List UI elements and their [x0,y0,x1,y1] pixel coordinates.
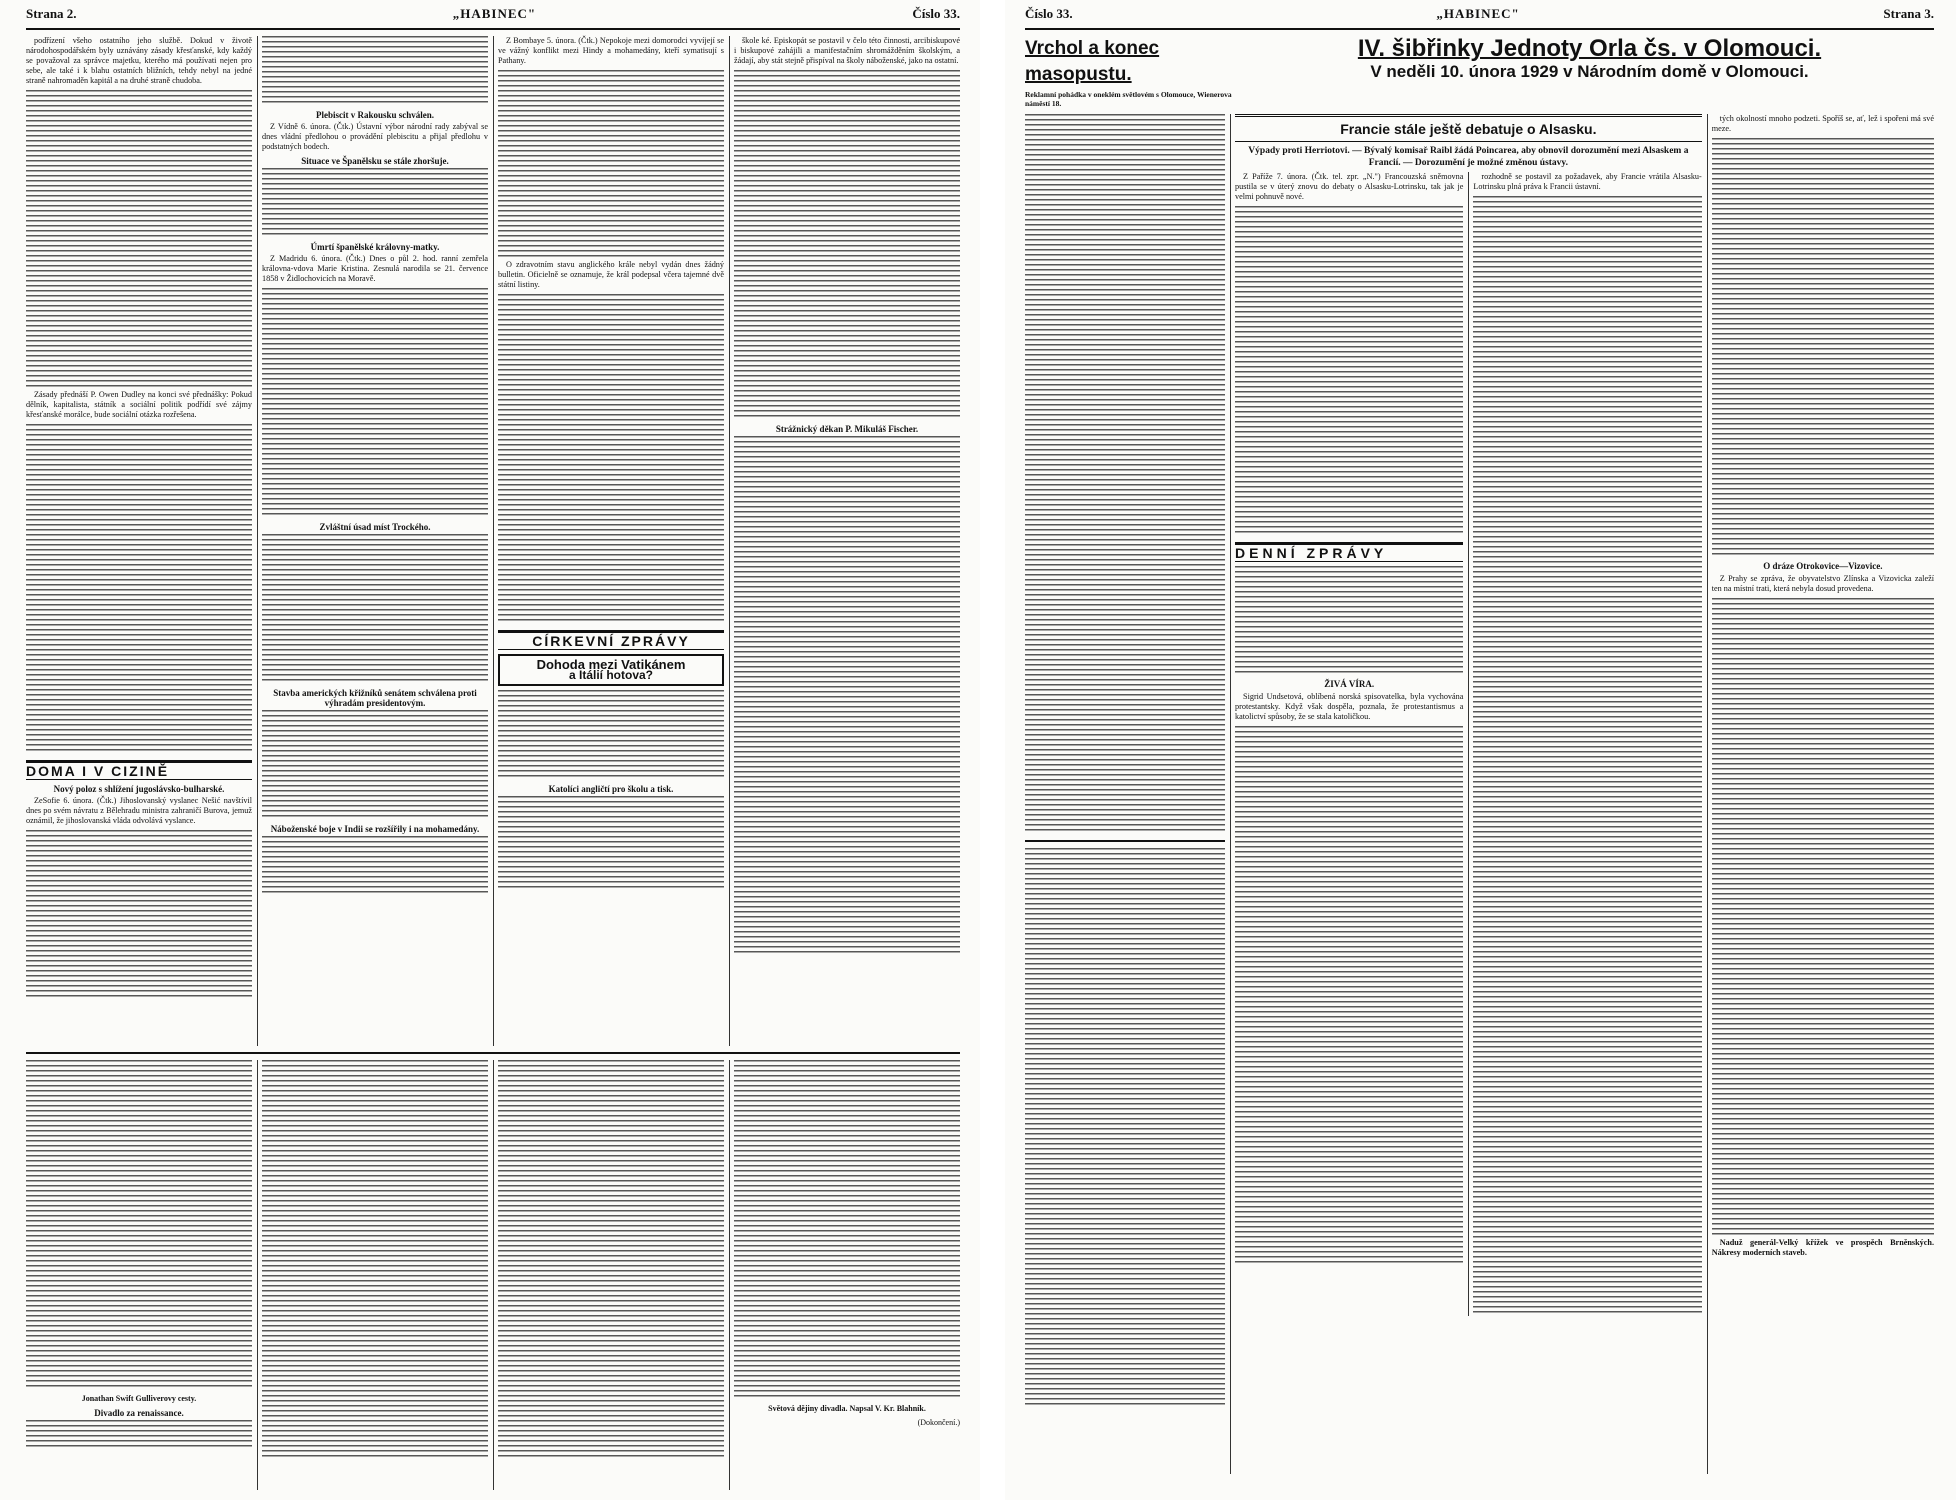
right-bottom-note: Naduž generál-Velký křížek ve prospěch Brněnských. Nákresy moderních staveb. [1711,1238,1934,1257]
right-col4-lead: tých okolností mnoho podzeti. Spoříš se, ať, lež i spořeni má své meze. [1711,114,1934,133]
alsasko-col2-lead: rozhodně se postavil za požadavek, aby Francie vrátila Alsasku-Lotrinsku plná práva k Francii ústavní. [1473,172,1702,191]
left-bottom-col-3 [498,1060,724,1490]
left-bottom-columns [26,1060,960,1490]
dokonceni-note: (Dokončení.) [917,1418,960,1427]
skole-text [734,70,960,420]
vatikan-headline-box [498,654,724,686]
trocky-headline: Zvláštní úsad míst Trockého. [319,522,431,532]
left-col1-mid: Zásady přednáší P. Owen Dudley na konci své přednášky: Pokud dělník, kapitalista, státník a sociální politik podřídí své zájmy křesťanské morálce, bude sociální otázka rozřešena. [26,390,252,419]
domov-lead: ZeSofie 6. února. (Čtk.) Jihoslovanský vyslanec Nešić navštívil dnes po svém návratu z Bělehradu ministra zahraničí Burova, jemuž oznámil, že jihoslovanská vláda odvolává vyslance. [26,796,252,825]
cirkevni-section-title: CÍRKEVNÍ ZPRÁVY [498,630,724,650]
plebiscit-text: Z Vídně 6. února. (Čtk.) Ústavní výbor národní rady zabýval se dnes vládní předlohou o provádění plebiscitu a přijal předlohu v podstatných bodech. [262,122,488,151]
denni-zpravy-text [1235,566,1463,676]
alsasko-headline: Francie stále ještě debatuje o Alsasku. [1235,114,1702,142]
vatikan-headline-line1: Dohoda mezi Vatikánem [536,657,686,672]
left-page-label: Strana 2. [26,6,77,21]
fischer-text [734,436,960,956]
kral-zdravi-lead: O zdravotním stavu anglického krále nebyl vydán dnes žádný bulletin. Oficielně se oznamuje, že král podepsal včera tajemné dvě státní listiny. [498,260,724,289]
indie-text [262,836,488,896]
kralovna-text-block [262,288,488,518]
left-col2-text-top [262,36,488,106]
left-col1-text-block-2 [26,424,252,754]
left-masthead: „HABINEC" [452,6,537,21]
spanelsko-text [262,168,488,238]
masopust-headline: Vrchol a konec masopustu. [1025,38,1160,85]
right-col1-text [1025,114,1225,834]
divadlo-headline: Divadlo za renaissance. [94,1408,184,1418]
domov-text-block [26,830,252,1000]
fischer-headline: Strážnický děkan P. Mikuláš Fischer. [775,424,919,434]
krizniky-text [262,710,488,820]
alsasko-lead: Z Paříže 7. února. (Čtk. tel. zpr. „N.") Francouzská sněmovna pustila se v úterý znovu do debaty o Alsasku-Lotrinsku, tak jak je velmi pohnuvě nové. [1235,172,1464,201]
domov-section-title: DOMA I V CIZINĚ [26,760,252,780]
left-bottom-col-2 [262,1060,488,1490]
indie-headline: Náboženské boje v Indii se rozšířily i na mohamedány. [270,824,480,834]
left-bottom-col3-text [498,1060,724,1460]
katolici-text [498,796,724,891]
right-page-label: Strana 3. [1883,6,1934,21]
katolici-headline: Katolíci angličtí pro školu a tisk. [548,784,674,794]
left-bottom-col-4 [734,1060,960,1490]
alsasko-col2-text [1473,196,1701,676]
left-bottom-col2-text [262,1060,488,1460]
left-bottom-col-1 [26,1060,252,1490]
domov-subtitle: Nový poloz s shlížení jugoslávsko-bulharské. [53,784,225,794]
sibrinky-headline: IV. šibřinky Jednoty Orla čs. v Olomouci. [1357,35,1822,62]
right-page-header [1025,6,1934,30]
right-col3-text [1473,676,1701,1316]
left-col-1 [26,36,252,1046]
right-col4-text [1712,138,1934,558]
left-page-header [26,6,960,30]
left-col-3 [498,36,724,1046]
kralovna-text: Z Madridu 6. února. (Čtk.) Dnes o půl 2. hod. ranní zemřela královna-vdova Marie Kristina. Zesnulá narodila se 21. července 1858 v Židlochovicích na Moravě. [262,254,488,283]
ziva-vira-lead: Sigrid Undsetová, oblíbená norská spisovatelka, byla vychována protestantsky. Když však dospěla, poznala, že protestantismus a katolictví spůsoby, že se stala katoličkou. [1235,692,1464,721]
ziva-vira-text [1235,726,1463,1266]
gulliver-signature: Jonathan Swift Gulliverovy cesty. [81,1394,197,1403]
right-headline-strip [1025,36,1934,108]
page-gutter [980,0,1005,1500]
left-bottom-col4-text [734,1060,960,1400]
otrokovice-lead: Z Prahy se zpráva, že obyvatelstvo Zlínska a Vizovicka zaleží ten na místní trati, která nebyla dosud provedena. [1711,574,1934,593]
vatikan-text [498,690,724,780]
kral-zdravi-text [498,294,724,624]
right-col-1 [1025,114,1225,1474]
right-col1-rule [1025,840,1225,842]
left-issue-number: Číslo 33. [912,6,960,21]
divadlo-source: Světová dějiny divadla. Napsal V. Kr. Blahník. [768,1404,926,1413]
plebiscit-headline: Plebiscit v Rakousku schválen. [315,110,435,120]
left-col-2 [262,36,488,1046]
right-page [1005,0,1956,1500]
alsasko-columns [1235,172,1702,1316]
sibrinky-ad [1245,36,1934,108]
alsasko-col-2 [1473,172,1701,1316]
left-top-columns [26,36,960,1046]
masopust-ad [1025,36,1235,108]
left-page-divider [26,1052,960,1054]
right-col1-text-2 [1025,848,1225,1408]
otrokovice-headline: O dráze Otrokovice—Vizovice. [1763,561,1883,571]
krizniky-headline: Stavba amerických křižníků senátem schválena proti výhradám presidentovým. [273,688,477,708]
sibrinky-date-line: V neděli 10. února 1929 v Národním domě v Olomouci. [1370,62,1809,81]
spanelsko-headline: Situace ve Španělsku se stále zhoršuje. [301,156,449,166]
right-columns [1025,114,1934,1474]
bombay-lead: Z Bombaye 5. února. (Čtk.) Nepokoje mezi domorodci vyvíjejí se ve vážný konflikt mezi Hindy a mohamedány, kteří symatisují s Pathany. [498,36,724,65]
divadlo-text [26,1420,252,1450]
left-col1-lead: podřízení všeho ostatního jeho službě. Dokud v životě národohospodářském byly uznávány zásady křesťanské, kdy každý se považoval za správce majetku, kterého má používati nejen pro sebe, ale také i k blahu ostatních bližních, tehdy nebyl na jedné straně nahromaděn kapitál a na druhé straně chudoba. [26,36,252,85]
right-masthead: „HABINEC" [1436,6,1520,21]
left-col-4 [734,36,960,1046]
skole-lead: škole ké. Episkopát se postavil v čelo této činnosti, arcibiskupové i biskupové zahájili a manifestačním shromážděním školským, a žádají, aby stát stejně přispíval na školy náboženské, jako na ostatní. [734,36,960,65]
ziva-vira-headline: ŽIVÁ VÍRA. [1324,679,1375,689]
right-center-block [1235,114,1702,1474]
right-col-4 [1712,114,1934,1474]
right-issue-number: Číslo 33. [1025,6,1073,21]
gulliver-text [26,1060,252,1390]
vatikan-headline-line2: a Itálií hotova? [568,668,653,682]
alsasko-subheadline: Výpady proti Herriotovi. — Bývalý komisař Raibl žádá Poincarea, aby obnovil dorozumění mezi Alsaskem a Francií. — Dorozumění je možné změnou ústavy. [1248,146,1689,168]
otrokovice-text [1712,598,1934,1238]
trocky-text [262,534,488,684]
kralovna-headline: Úmrtí španělské královny-matky. [310,242,440,252]
alsasko-col-1 [1235,172,1463,1316]
left-col1-text-block [26,90,252,390]
masopust-subline: Reklamní pohádka v oneklém světlovém s Olomouce, Wienerova náměstí 18. [1025,90,1232,108]
bombay-text [498,70,724,260]
alsasko-text [1235,206,1463,536]
denni-zpravy-title: DENNÍ ZPRÁVY [1235,542,1463,562]
